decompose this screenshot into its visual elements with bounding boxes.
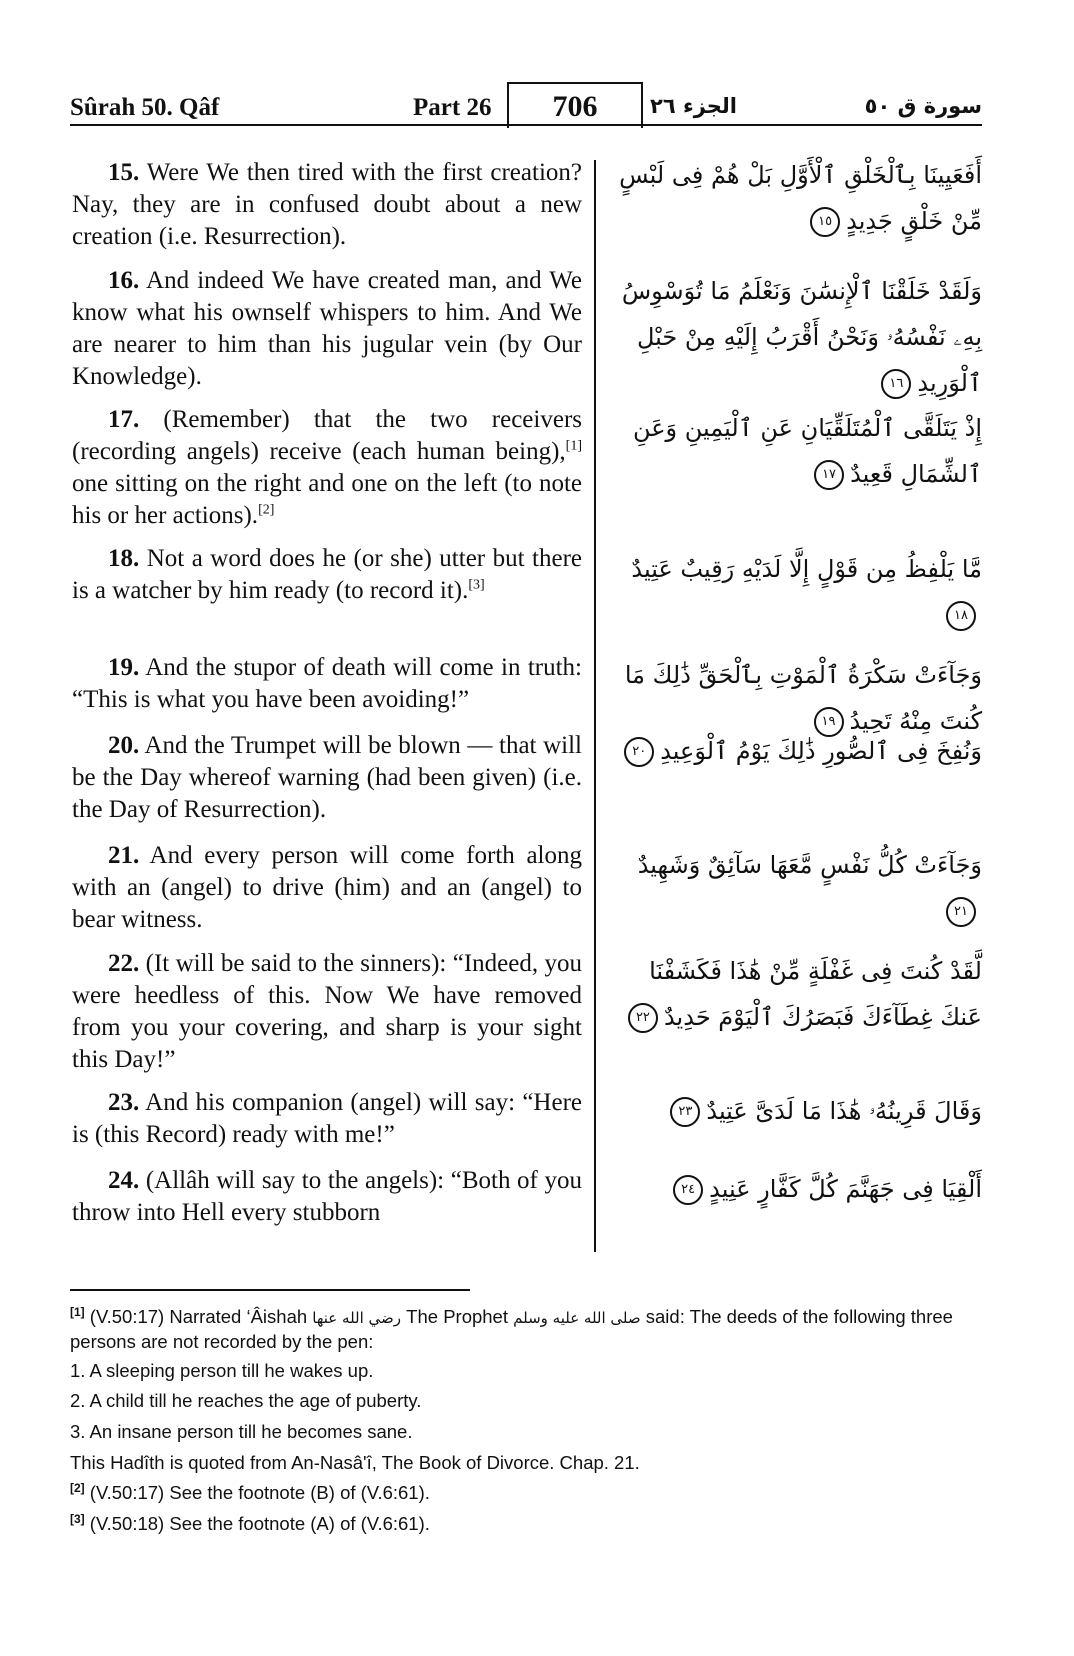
ayah-number-marker: ١٩ bbox=[814, 707, 844, 737]
verse-text: (Allâh will say to the angels): “Both of you throw into Hell every stubborn bbox=[72, 1167, 582, 1226]
footnote-3 bbox=[70, 1512, 985, 1536]
header-rule bbox=[70, 124, 982, 126]
footnote-marker: [3] bbox=[70, 1511, 85, 1526]
page-number-box bbox=[507, 82, 643, 128]
footnote-text: The Prophet bbox=[401, 1306, 514, 1327]
footnote-list-item-1: 1. A sleeping person till he wakes up. bbox=[70, 1360, 374, 1381]
verse-number: 22. bbox=[108, 950, 140, 977]
footnote-source: This Hadîth is quoted from An-Nasâ'î, The Book of Divorce. Chap. 21. bbox=[70, 1452, 640, 1473]
footnote-list-item-2: 2. A child till he reaches the age of puberty. bbox=[70, 1390, 422, 1411]
surah-title-english: Sûrah 50. Qâf bbox=[70, 94, 220, 121]
verse-number: 19. bbox=[108, 654, 140, 681]
verse-22-arabic bbox=[610, 948, 982, 1040]
verse-text: Not a word does he (or she) utter but there is a watcher by him ready (to record it). bbox=[72, 545, 582, 604]
ayah-number-marker: ٢١ bbox=[946, 897, 976, 927]
verse-21-translation bbox=[72, 840, 582, 936]
ayah-number-marker: ٢٤ bbox=[673, 1175, 703, 1205]
footnote-text: (V.50:17) See the footnote (B) of (V.6:61). bbox=[84, 1482, 430, 1503]
verse-number: 18. bbox=[108, 545, 140, 572]
verse-text: (It will be said to the sinners): “Indeed, you were heedless of this. Now We have removed from you your covering, and sharp is your sight this Day!” bbox=[72, 950, 582, 1073]
ayah-number-marker: ٢٣ bbox=[670, 1097, 700, 1127]
ayah-number-marker: ١٧ bbox=[814, 460, 844, 490]
verse-text: (Remember) that the two receivers (recording angels) receive (each human being), bbox=[72, 406, 582, 465]
arabic-text: وَجَآءَتْ سَكْرَةُ ٱلْمَوْتِ بِٱلْحَقِّ ذَٰلِكَ مَا كُنتَ مِنْهُ تَحِيدُ bbox=[624, 661, 982, 735]
verse-20-translation bbox=[72, 730, 582, 826]
footnote-ref[interactable]: [3] bbox=[468, 577, 485, 593]
footnote-marker: [1] bbox=[70, 1304, 85, 1319]
verse-text: And the stupor of death will come in truth: “This is what you have been avoiding!” bbox=[72, 654, 582, 713]
verse-21-arabic bbox=[610, 842, 982, 934]
footnote-arabic-blessing: رضي الله عنها bbox=[312, 1309, 402, 1327]
footnote-arabic-salutation: صلى الله عليه وسلم bbox=[513, 1309, 641, 1327]
verse-number: 17. bbox=[108, 406, 140, 433]
surah-title-arabic: سورة ق ٥٠ bbox=[864, 94, 982, 118]
footnote-ref[interactable]: [1] bbox=[565, 438, 582, 454]
verse-24-translation bbox=[72, 1165, 582, 1229]
ayah-number-marker: ١٨ bbox=[946, 601, 976, 631]
arabic-text: وَنُفِخَ فِى ٱلصُّورِ ذَٰلِكَ يَوْمُ ٱلْوَعِيدِ bbox=[660, 737, 982, 765]
footnote-text: (V.50:18) See the footnote (A) of (V.6:61). bbox=[84, 1513, 430, 1534]
verse-22-translation bbox=[72, 948, 582, 1076]
footnote-rule bbox=[70, 1289, 470, 1291]
page-header bbox=[70, 80, 982, 132]
arabic-text: وَقَالَ قَرِينُهُۥ هَٰذَا مَا لَدَىَّ عَتِيدٌ bbox=[706, 1097, 982, 1125]
arabic-text: إِذْ يَتَلَقَّى ٱلْمُتَلَقِّيَانِ عَنِ ٱلْيَمِينِ وَعَنِ ٱلشِّمَالِ قَعِيدٌ bbox=[632, 414, 982, 488]
ayah-number-marker: ١٥ bbox=[810, 207, 840, 237]
arabic-text: مَّا يَلْفِظُ مِن قَوْلٍ إِلَّا لَدَيْهِ رَقِيبٌ عَتِيدٌ bbox=[631, 555, 982, 583]
ayah-number-marker: ٢٢ bbox=[628, 1003, 658, 1033]
verse-number: 20. bbox=[108, 732, 140, 759]
footnote-1 bbox=[70, 1305, 985, 1354]
footnote-ref[interactable]: [2] bbox=[258, 502, 275, 518]
verse-15-arabic bbox=[610, 152, 982, 244]
arabic-text: لَّقَدْ كُنتَ فِى غَفْلَةٍ مِّنْ هَٰذَا فَكَشَفْنَا عَنكَ غِطَآءَكَ فَبَصَرُكَ ٱلْيَوْمَ حَدِيدٌ bbox=[649, 957, 982, 1031]
verse-17-translation bbox=[72, 404, 582, 532]
verse-number: 21. bbox=[108, 842, 140, 869]
footnote-marker: [2] bbox=[70, 1480, 85, 1495]
column-divider bbox=[594, 160, 596, 1252]
verse-18-arabic bbox=[610, 546, 982, 638]
footnote-text: (V.50:17) Narrated ‘Âishah bbox=[84, 1306, 313, 1327]
page-number: 706 bbox=[552, 90, 598, 123]
verse-20-arabic bbox=[610, 728, 982, 774]
verse-text: And the Trumpet will be blown — that will be the Day whereof warning (had been given) (i.e. the Day of Resurrection). bbox=[72, 732, 582, 823]
verse-text: one sitting on the right and one on the left (to note his or her actions). bbox=[72, 470, 582, 529]
verse-17-arabic bbox=[610, 405, 982, 497]
verse-text: Were We then tired with the first creation? Nay, they are in confused doubt about a new creation (i.e. Resurrection). bbox=[72, 159, 582, 250]
verse-16-arabic bbox=[610, 268, 982, 406]
arabic-text: أَلْقِيَا فِى جَهَنَّمَ كُلَّ كَفَّارٍ عَنِيدٍ bbox=[709, 1175, 982, 1203]
verse-23-translation bbox=[72, 1087, 582, 1151]
verse-19-translation bbox=[72, 652, 582, 716]
verse-text: And his companion (angel) will say: “Here is (this Record) ready with me!” bbox=[72, 1089, 582, 1148]
footnote-2 bbox=[70, 1481, 985, 1505]
verse-24-arabic bbox=[610, 1166, 982, 1212]
verse-text: And indeed We have created man, and We know what his ownself whispers to him. And We are nearer to him than his jugular vein (by Our Knowledge). bbox=[72, 267, 582, 390]
arabic-text: أَفَعَيِينَا بِٱلْخَلْقِ ٱلْأَوَّلِ بَلْ هُمْ فِى لَبْسٍ مِّنْ خَلْقٍ جَدِيدٍ bbox=[619, 161, 982, 235]
verse-number: 15. bbox=[108, 159, 140, 186]
juz-label-arabic: الجزء ٢٦ bbox=[650, 94, 737, 118]
verse-15-translation bbox=[72, 157, 582, 253]
arabic-text: وَجَآءَتْ كُلُّ نَفْسٍ مَّعَهَا سَآئِقٌ وَشَهِيدٌ bbox=[637, 851, 982, 879]
part-label: Part 26 bbox=[413, 94, 492, 121]
arabic-text: وَلَقَدْ خَلَقْنَا ٱلْإِنسَٰنَ وَنَعْلَمُ مَا تُوَسْوِسُ بِهِۦ نَفْسُهُۥ وَنَحْنُ أَقْرَبُ إِلَيْهِ مِنْ حَبْلِ ٱلْوَرِيدِ bbox=[621, 277, 982, 397]
verse-number: 24. bbox=[108, 1167, 140, 1194]
verse-16-translation bbox=[72, 265, 582, 393]
verse-number: 23. bbox=[108, 1089, 140, 1116]
verse-text: And every person will come forth along with an (angel) to drive (him) and an (angel) to bear witness. bbox=[72, 842, 582, 933]
verse-number: 16. bbox=[108, 267, 140, 294]
ayah-number-marker: ٢٠ bbox=[624, 737, 654, 767]
footnote-list-item-3: 3. An insane person till he becomes sane. bbox=[70, 1421, 413, 1442]
footnote-text: said: The deeds of the following three persons are not recorded by the pen: bbox=[70, 1306, 953, 1352]
verse-23-arabic bbox=[610, 1088, 982, 1134]
ayah-number-marker: ١٦ bbox=[881, 369, 911, 399]
verse-18-translation bbox=[72, 543, 582, 607]
